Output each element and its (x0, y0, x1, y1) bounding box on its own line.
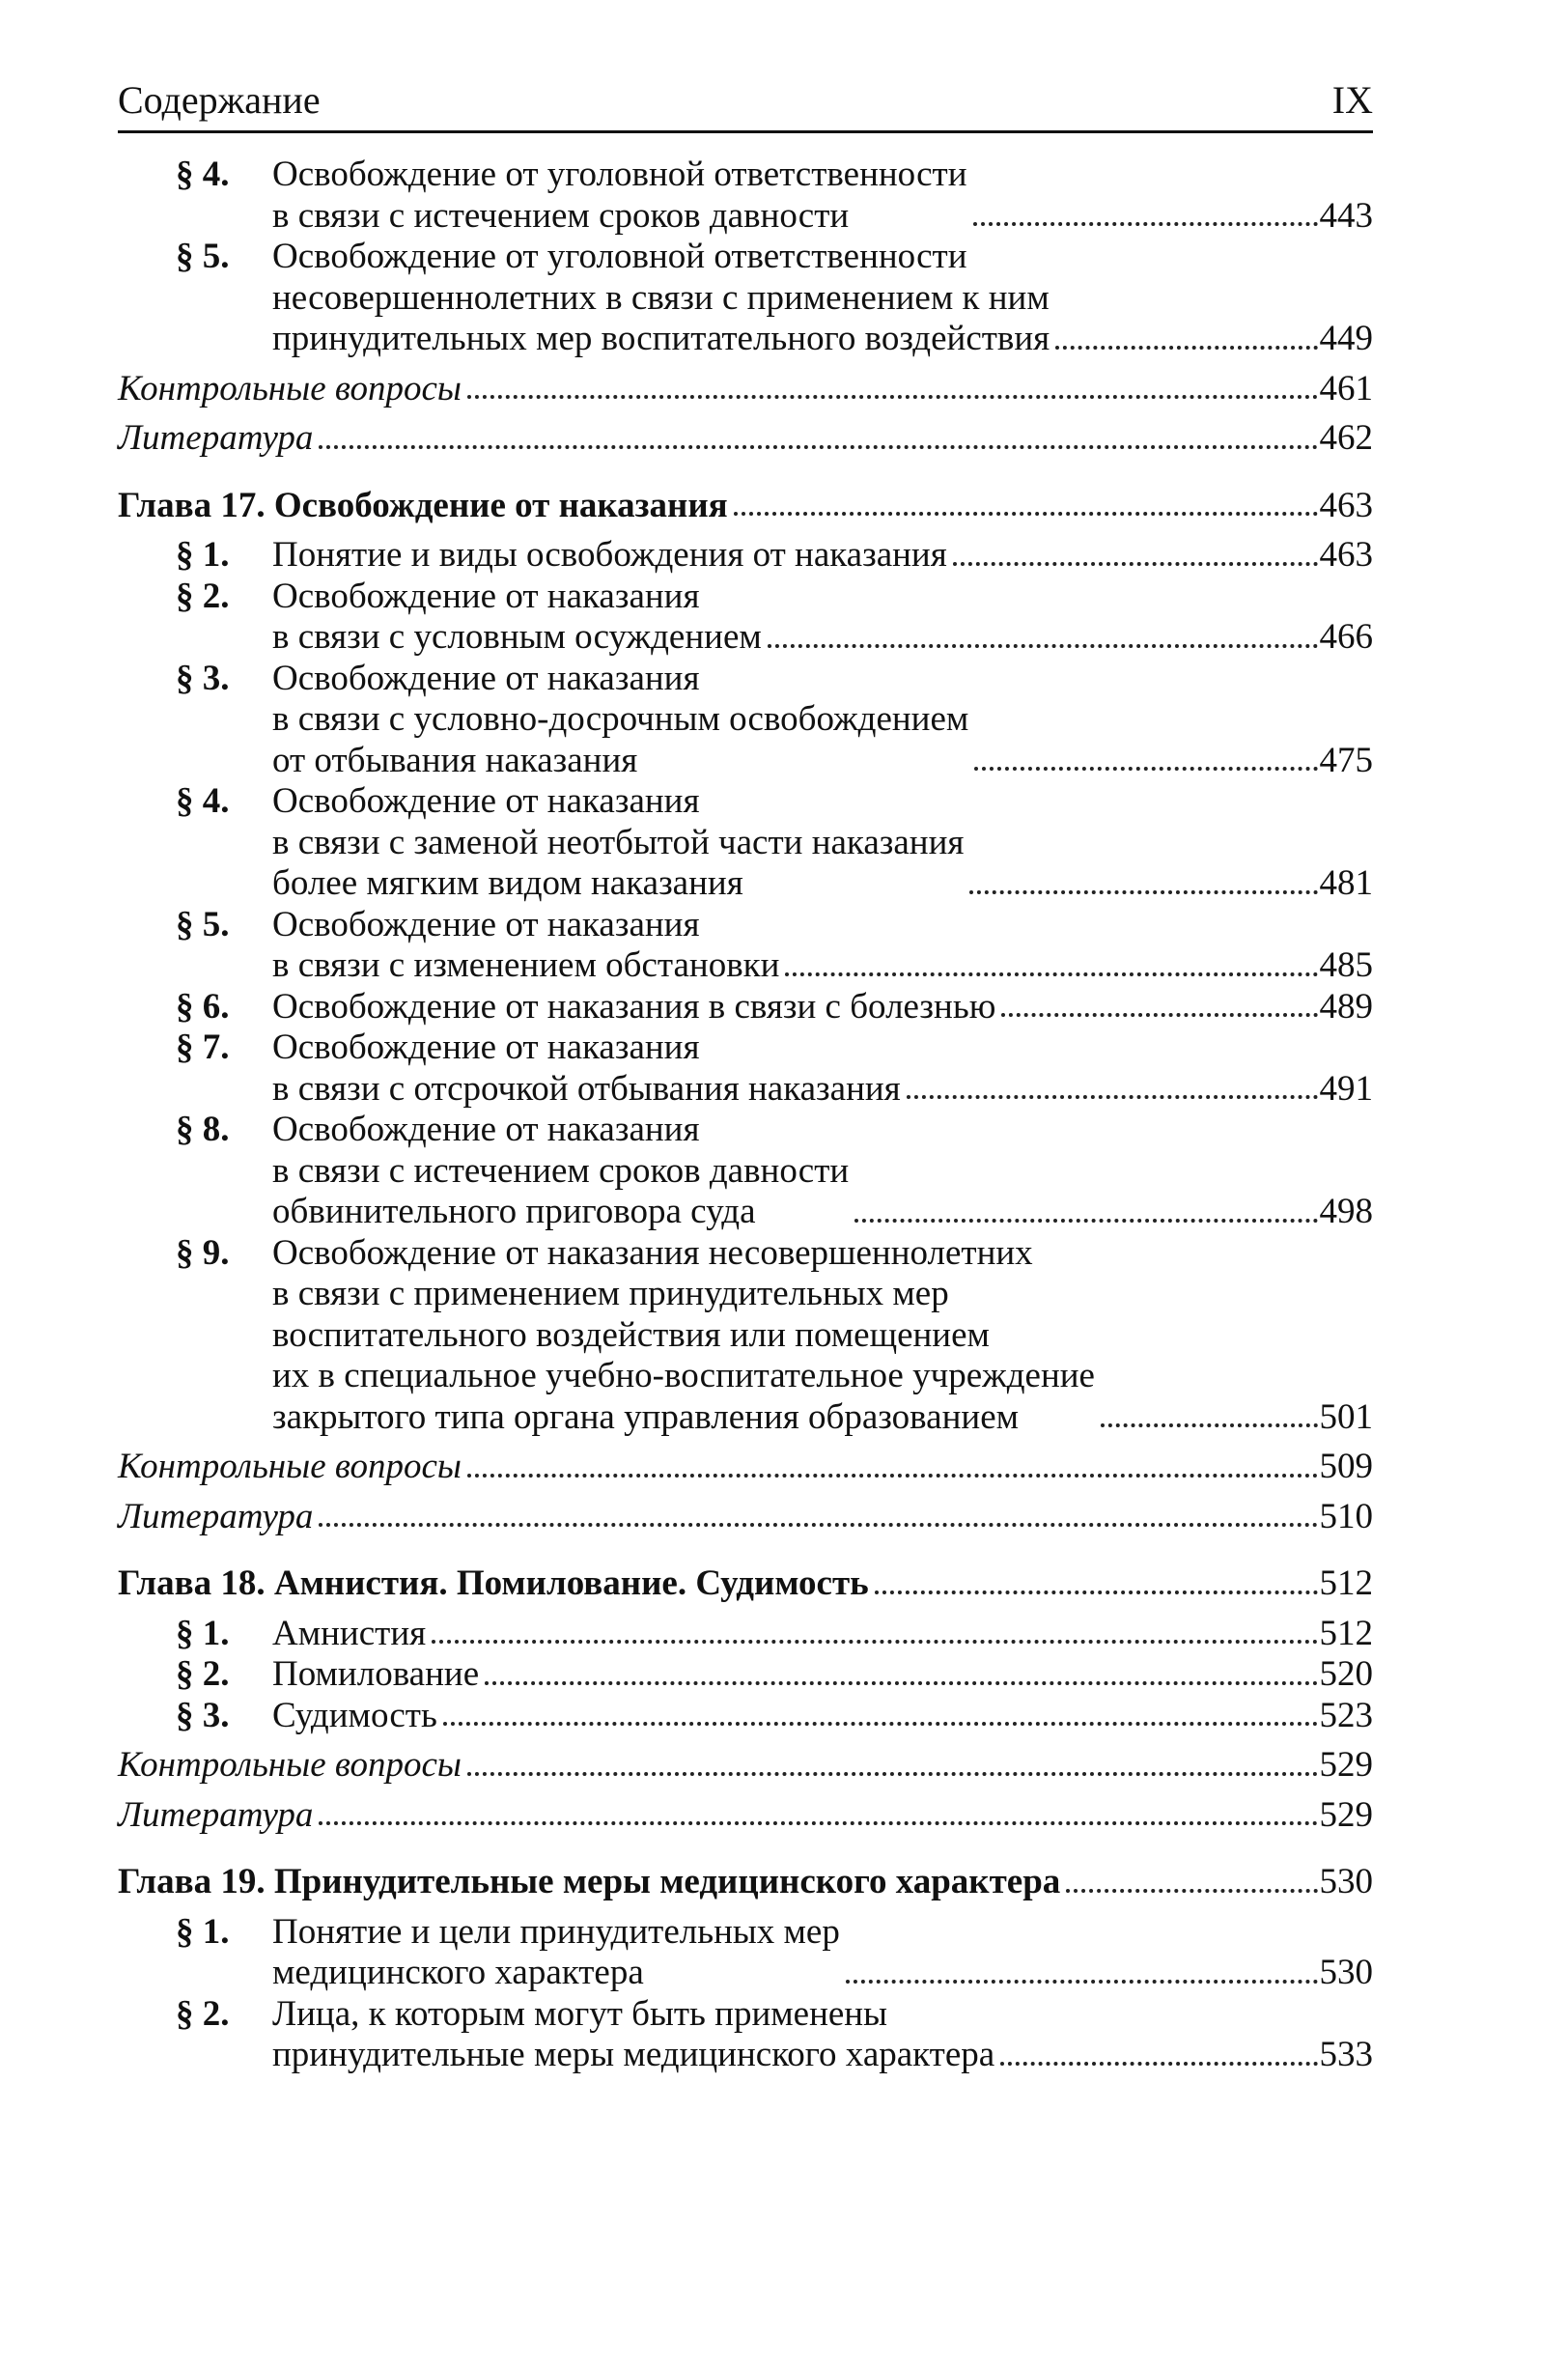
entry-title: Литература (118, 1496, 314, 1536)
toc-paragraph (176, 1233, 1373, 1439)
entry-page-number: 475 (1319, 740, 1373, 780)
entry-title: Контрольные вопросы (118, 368, 462, 408)
toc-paragraph (176, 155, 1373, 237)
dot-leader (1101, 1423, 1318, 1427)
dot-leader (969, 890, 1317, 894)
paragraph-number: § 1. (176, 1911, 230, 1952)
paragraph-number: § 3. (176, 658, 230, 698)
entry-title: Освобождение от наказания в связи с истечением сроков давности обвинительного приговора суда (272, 1110, 850, 1231)
paragraph-number: § 8. (176, 1110, 230, 1149)
toc-chapter (118, 1563, 1373, 1605)
paragraph-number: § 2. (176, 1993, 230, 2034)
entry-page-number: 530 (1319, 1953, 1373, 1992)
header-page-number: IX (1331, 78, 1373, 122)
toc-paragraph (176, 1994, 1373, 2076)
entry-title: Глава 17. Освобождение от наказания (118, 485, 728, 525)
dot-leader (467, 395, 1318, 399)
entry-page-number: 449 (1319, 319, 1373, 358)
entry-title: Освобождение от уголовной ответственности несовершеннолетних в связи с применением к ним принудительных мер воспитательного воздействия (272, 237, 1050, 358)
toc-paragraph (176, 1654, 1373, 1696)
entry-title: Освобождение от наказания в связи с болезнью (272, 986, 996, 1027)
entry-page-number: 512 (1319, 1613, 1373, 1653)
entry-title: Освобождение от наказания в связи с изменением обстановки (272, 904, 780, 985)
toc-paragraph (176, 1110, 1373, 1233)
entry-page-number: 523 (1319, 1695, 1373, 1735)
dot-leader (768, 644, 1318, 648)
entry-page-number: 529 (1319, 1745, 1373, 1785)
toc-chapter (118, 1862, 1373, 1903)
paragraph-number: § 1. (176, 535, 230, 575)
dot-leader (467, 1772, 1318, 1776)
entry-page-number: 509 (1319, 1447, 1373, 1486)
paragraph-number: § 2. (176, 576, 230, 616)
toc-paragraph (176, 577, 1373, 659)
entry-page-number: 512 (1319, 1563, 1373, 1603)
entry-title: Освобождение от наказания в связи с условным осуждением (272, 576, 762, 657)
entry-title: Литература (118, 418, 314, 458)
entry-page-number: 463 (1319, 535, 1373, 575)
paragraph-number: § 5. (176, 904, 230, 944)
toc-section-extra (118, 1447, 1373, 1488)
dot-leader (319, 445, 1317, 449)
running-header (118, 77, 1373, 133)
dot-leader (854, 1219, 1317, 1223)
entry-page-number: 489 (1319, 986, 1373, 1027)
entry-title: Судимость (272, 1695, 437, 1735)
entry-page-number: 529 (1319, 1794, 1373, 1835)
toc-paragraph (176, 659, 1373, 782)
dot-leader (319, 1523, 1317, 1527)
toc-paragraph (176, 781, 1373, 905)
toc-paragraph (176, 535, 1373, 577)
dot-leader (875, 1591, 1318, 1594)
dot-leader (1066, 1889, 1317, 1893)
table-of-contents (118, 155, 1373, 2076)
dot-leader (467, 1474, 1318, 1478)
toc-paragraph (176, 237, 1373, 360)
entry-title: Освобождение от наказания несовершеннолетних в связи с применением принудительных мер воспитательного воздействия или помещением их в специальное учебно-воспитательное учреждение закрытого типа органа управления образованием (272, 1232, 1095, 1437)
toc-paragraph (176, 1696, 1373, 1737)
toc-paragraph (176, 987, 1373, 1028)
dot-leader (974, 767, 1317, 771)
entry-title: Понятие и цели принудительных мер медицинского характера (272, 1911, 840, 1992)
toc-section-extra (118, 418, 1373, 460)
entry-page-number: 466 (1319, 617, 1373, 657)
entry-page-number: 510 (1319, 1496, 1373, 1536)
dot-leader (734, 512, 1318, 516)
paragraph-number: § 6. (176, 986, 230, 1027)
dot-leader (785, 972, 1317, 976)
dot-leader (443, 1722, 1318, 1726)
entry-page-number: 491 (1319, 1068, 1373, 1109)
entry-title: Контрольные вопросы (118, 1447, 462, 1486)
toc-section-extra (118, 1497, 1373, 1538)
entry-title: Глава 19. Принудительные меры медицинского характера (118, 1862, 1061, 1901)
paragraph-number: § 5. (176, 237, 230, 276)
toc-section-extra (118, 1745, 1373, 1787)
toc-chapter (118, 486, 1373, 527)
entry-page-number: 461 (1319, 368, 1373, 408)
entry-page-number: 463 (1319, 485, 1373, 525)
toc-paragraph (176, 905, 1373, 987)
dot-leader (432, 1640, 1317, 1644)
entry-title: Освобождение от наказания в связи с условно-досрочным освобождением от отбывания наказания (272, 658, 969, 780)
header-title: Содержание (118, 78, 321, 122)
toc-section-extra (118, 1795, 1373, 1837)
entry-title: Освобождение от наказания в связи с заменой неотбытой части наказания более мягким видом наказания (272, 781, 965, 903)
entry-title: Помилование (272, 1654, 480, 1694)
entry-page-number: 498 (1319, 1192, 1373, 1231)
dot-leader (1001, 1013, 1317, 1017)
entry-page-number: 530 (1319, 1862, 1373, 1901)
toc-paragraph (176, 1912, 1373, 1994)
entry-page-number: 520 (1319, 1654, 1373, 1694)
paragraph-number: § 2. (176, 1654, 230, 1694)
dot-leader (485, 1681, 1317, 1685)
paragraph-number: § 3. (176, 1695, 230, 1735)
toc-paragraph (176, 1028, 1373, 1110)
dot-leader (953, 562, 1318, 566)
dot-leader (907, 1095, 1318, 1099)
entry-title: Понятие и виды освобождения от наказания (272, 535, 947, 575)
entry-page-number: 462 (1319, 418, 1373, 458)
entry-page-number: 501 (1319, 1396, 1373, 1437)
entry-title: Литература (118, 1794, 314, 1835)
dot-leader (1055, 346, 1317, 350)
entry-page-number: 443 (1319, 195, 1373, 236)
entry-title: Лица, к которым могут быть применены принудительные меры медицинского характера (272, 1993, 995, 2074)
dot-leader (846, 1980, 1318, 1984)
paragraph-number: § 7. (176, 1028, 230, 1067)
paragraph-number: § 4. (176, 155, 230, 194)
entry-title: Амнистия (272, 1613, 427, 1653)
dot-leader (973, 222, 1318, 226)
entry-title: Глава 18. Амнистия. Помилование. Судимость (118, 1563, 869, 1603)
entry-title: Освобождение от уголовной ответственности в связи с истечением сроков давности (272, 155, 967, 236)
toc-paragraph (176, 1614, 1373, 1655)
entry-page-number: 481 (1319, 863, 1373, 903)
paragraph-number: § 9. (176, 1232, 230, 1273)
paragraph-number: § 4. (176, 781, 230, 821)
paragraph-number: § 1. (176, 1613, 230, 1653)
dot-leader (319, 1821, 1317, 1825)
entry-page-number: 533 (1319, 2035, 1373, 2074)
entry-title: Освобождение от наказания в связи с отсрочкой отбывания наказания (272, 1028, 901, 1109)
book-page (118, 77, 1373, 2076)
entry-page-number: 485 (1319, 945, 1373, 985)
entry-title: Контрольные вопросы (118, 1745, 462, 1785)
dot-leader (1000, 2062, 1317, 2066)
toc-section-extra (118, 369, 1373, 410)
